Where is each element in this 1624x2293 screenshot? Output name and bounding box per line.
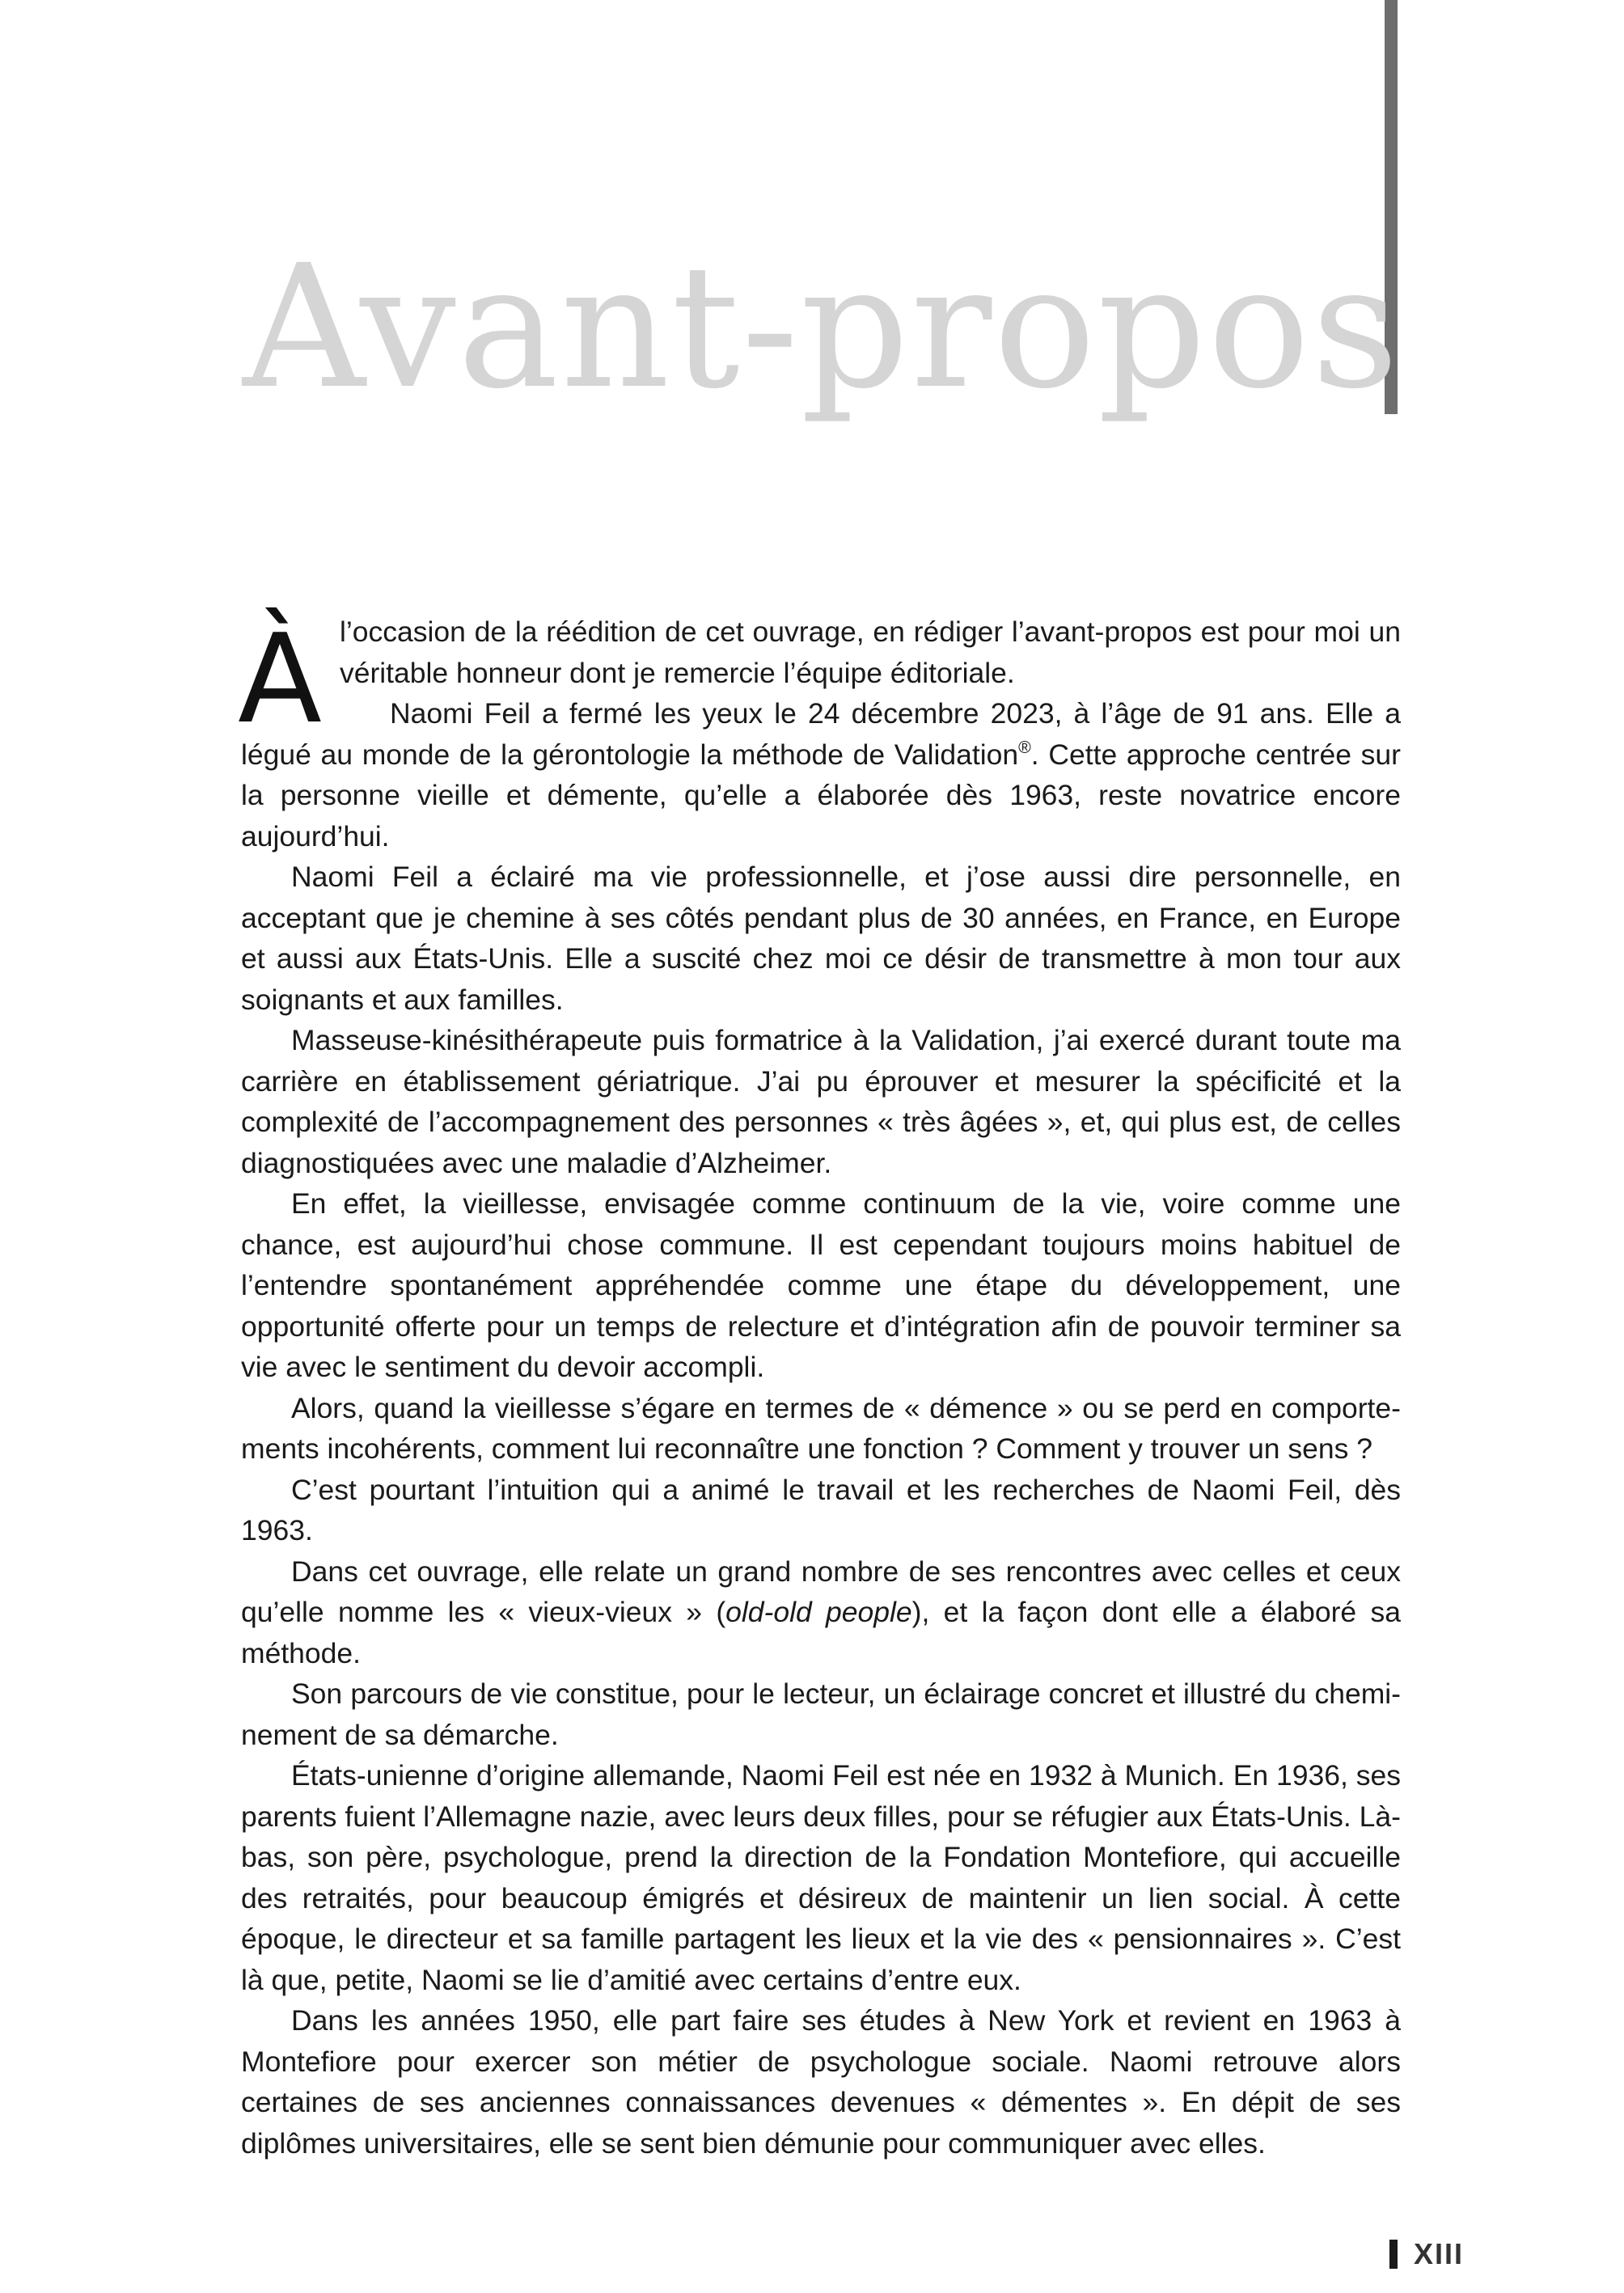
- paragraph-9: Son parcours de vie constitue, pour le lecteur, un éclairage concret et illustré du cheminement de sa démarche.: [241, 1677, 1401, 1751]
- paragraph-11: Dans les années 1950, elle part faire ses études à New York et revient en 1963 à Montefiore pour exercer son métier de psychologue sociale. Naomi retrouve alors certaines de ses anciennes connaissances devenues « démentes ». En dépit de ses diplômes universitaires, elle se sent bien démunie pour communiquer avec elles.: [241, 2004, 1401, 2160]
- page-number-marker: [1389, 2240, 1398, 2269]
- body-text: [238, 607, 1401, 2164]
- drop-cap: À: [238, 607, 322, 751]
- registered-mark: ®: [1018, 737, 1031, 757]
- paragraph-8-italic: old-old people: [725, 1596, 912, 1628]
- paragraph-7: C’est pourtant l’intuition qui a animé le travail et les recherches de Naomi Feil, dès 1963.: [241, 1473, 1401, 1546]
- paragraph-5: En effet, la vieillesse, envisagée comme continuum de la vie, voire comme une chance, est aujourd’hui chose commune. Il est cependant toujours moins habituel de l’entendre spontanément appréhendée comme une étape du développement, une opportunité offerte pour un temps de relecture et d’intégration afin de pouvoir terminer sa vie avec le sentiment du devoir accompli.: [241, 1187, 1401, 1383]
- page-number: XIII: [1414, 2237, 1465, 2270]
- paragraph-2: [241, 693, 1401, 857]
- paragraph-8: [241, 1551, 1401, 1674]
- paragraph-8-text-b: ), et la façon dont elle a élaboré sa méthode.: [241, 1596, 1401, 1669]
- paragraph-2-text-b: . Cette approche centrée sur la personne vieille et démente, qu’elle a élaborée dès 1963, reste novatrice encore aujourd’hui.: [241, 738, 1401, 852]
- paragraph-6: Alors, quand la vieillesse s’égare en termes de « démence » ou se perd en comportements incohérents, comment lui reconnaître une fonction ? Comment y trouver un sens ?: [241, 1391, 1401, 1465]
- paragraph-2-text-a: Naomi Feil a fermé les yeux le 24 décembre 2023, à l’âge de 91 ans. Elle a légué au monde de la gérontologie la méthode de Validation: [241, 697, 1401, 771]
- paragraph-1-text: l’occasion de la réédition de cet ouvrage, en rédiger l’avant-propos est pour moi un véritable honneur dont je remercie l’équipe éditoriale.: [339, 616, 1401, 689]
- paragraph-8-text-a: Dans cet ouvrage, elle relate un grand nombre de ses rencontres avec celles et ceux qu’elle nomme les « vieux-vieux » (: [241, 1555, 1401, 1628]
- paragraph-3: Naomi Feil a éclairé ma vie professionnelle, et j’ose aussi dire personnelle, en acceptant que je chemine à ses côtés pendant plus de 30 années, en France, en Europe et aussi aux États-Unis. Elle a suscité chez moi ce désir de transmettre à mon tour aux soignants et aux familles.: [241, 861, 1401, 1016]
- chapter-title: Avant-propos: [243, 228, 1401, 426]
- paragraph-4: Masseuse-kinésithérapeute puis formatrice à la Validation, j’ai exercé durant toute ma carrière en établissement gériatrique. J’ai pu éprouver et mesurer la spécificité et la complexité de l’accompagnement des personnes « très âgées », et, qui plus est, de celles diagnostiquées avec une maladie d’Alzheimer.: [241, 1024, 1401, 1179]
- paragraph-10: États-unienne d’origine allemande, Naomi Feil est née en 1932 à Munich. En 1936, ses parents fuient l’Allemagne nazie, avec leurs deux filles, pour se réfugier aux États-Unis. Là-bas, son père, psychologue, prend la direction de la Fondation Montefiore, qui accueille des retraités, pour beaucoup émigrés et désireux de maintenir un lien social. À cette époque, le directeur et sa famille partagent les lieux et la vie des « pensionnaires ». C’est là que, petite, Naomi se lie d’amitié avec certains d’entre eux.: [241, 1759, 1401, 1996]
